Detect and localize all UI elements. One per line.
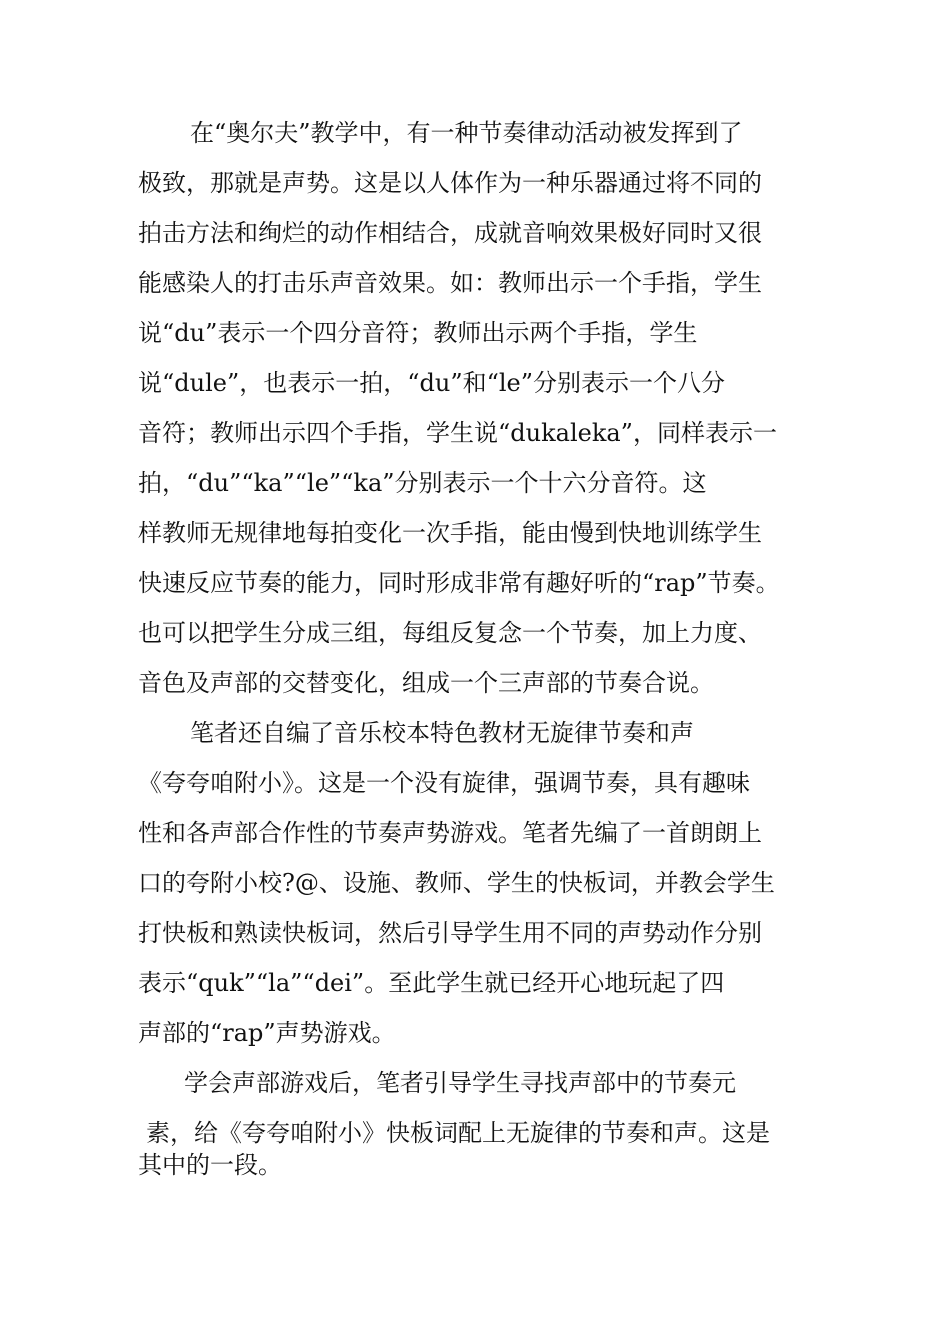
paragraph-1-line-10: 快速反应节奏的能力，同时形成非常有趣好听的“rap”节奏。	[138, 569, 780, 597]
paragraph-3-line-3: 其中的一段。	[138, 1151, 282, 1179]
paragraph-1-line-12: 音色及声部的交替变化，组成一个三声部的节奏合说。	[138, 669, 714, 697]
paragraph-2-line-2: 《夸夸咱附小》。这是一个没有旋律，强调节奏，具有趣味	[138, 769, 750, 797]
paragraph-1-line-3: 拍击方法和绚烂的动作相结合，成就音响效果极好同时又很	[138, 219, 762, 247]
paragraph-3-line-2: 素，给《夸夸咱附小》快板词配上无旋律的节奏和声。这是	[146, 1119, 770, 1147]
paragraph-1-line-5: 说“du”表示一个四分音符；教师出示两个手指，学生	[138, 319, 698, 347]
paragraph-1-line-1: 在“奥尔夫”教学中，有一种节奏律动活动被发挥到了	[190, 119, 743, 147]
paragraph-3-line-1: 学会声部游戏后，笔者引导学生寻找声部中的节奏元	[184, 1069, 736, 1097]
paragraph-1-line-8: 拍，“du”“ka”“le”“ka”分别表示一个十六分音符。这	[138, 469, 707, 497]
paragraph-1-line-6: 说“dule”，也表示一拍，“du”和“le”分别表示一个八分	[138, 369, 726, 397]
paragraph-1-line-9: 样教师无规律地每拍变化一次手指，能由慢到快地训练学生	[138, 519, 762, 547]
paragraph-2-line-7: 声部的“rap”声势游戏。	[138, 1019, 396, 1047]
paragraph-1-line-11: 也可以把学生分成三组，每组反复念一个节奏，加上力度、	[138, 619, 762, 647]
paragraph-1-line-4: 能感染人的打击乐声音效果。如：教师出示一个手指，学生	[138, 269, 762, 297]
paragraph-1-line-7: 音符；教师出示四个手指，学生说“dukaleka”，同样表示一	[138, 419, 777, 447]
paragraph-2-line-5: 打快板和熟读快板词，然后引导学生用不同的声势动作分别	[138, 919, 762, 947]
paragraph-2-line-4: 口的夸附小校?@、设施、教师、学生的快板词，并教会学生	[138, 869, 775, 897]
paragraph-1-line-2: 极致，那就是声势。这是以人体作为一种乐器通过将不同的	[138, 169, 762, 197]
paragraph-2-line-1: 笔者还自编了音乐校本特色教材无旋律节奏和声	[190, 719, 694, 747]
paragraph-2-line-6: 表示“quk”“la”“dei”。至此学生就已经开心地玩起了四	[138, 969, 725, 997]
paragraph-2-line-3: 性和各声部合作性的节奏声势游戏。笔者先编了一首朗朗上	[138, 819, 762, 847]
